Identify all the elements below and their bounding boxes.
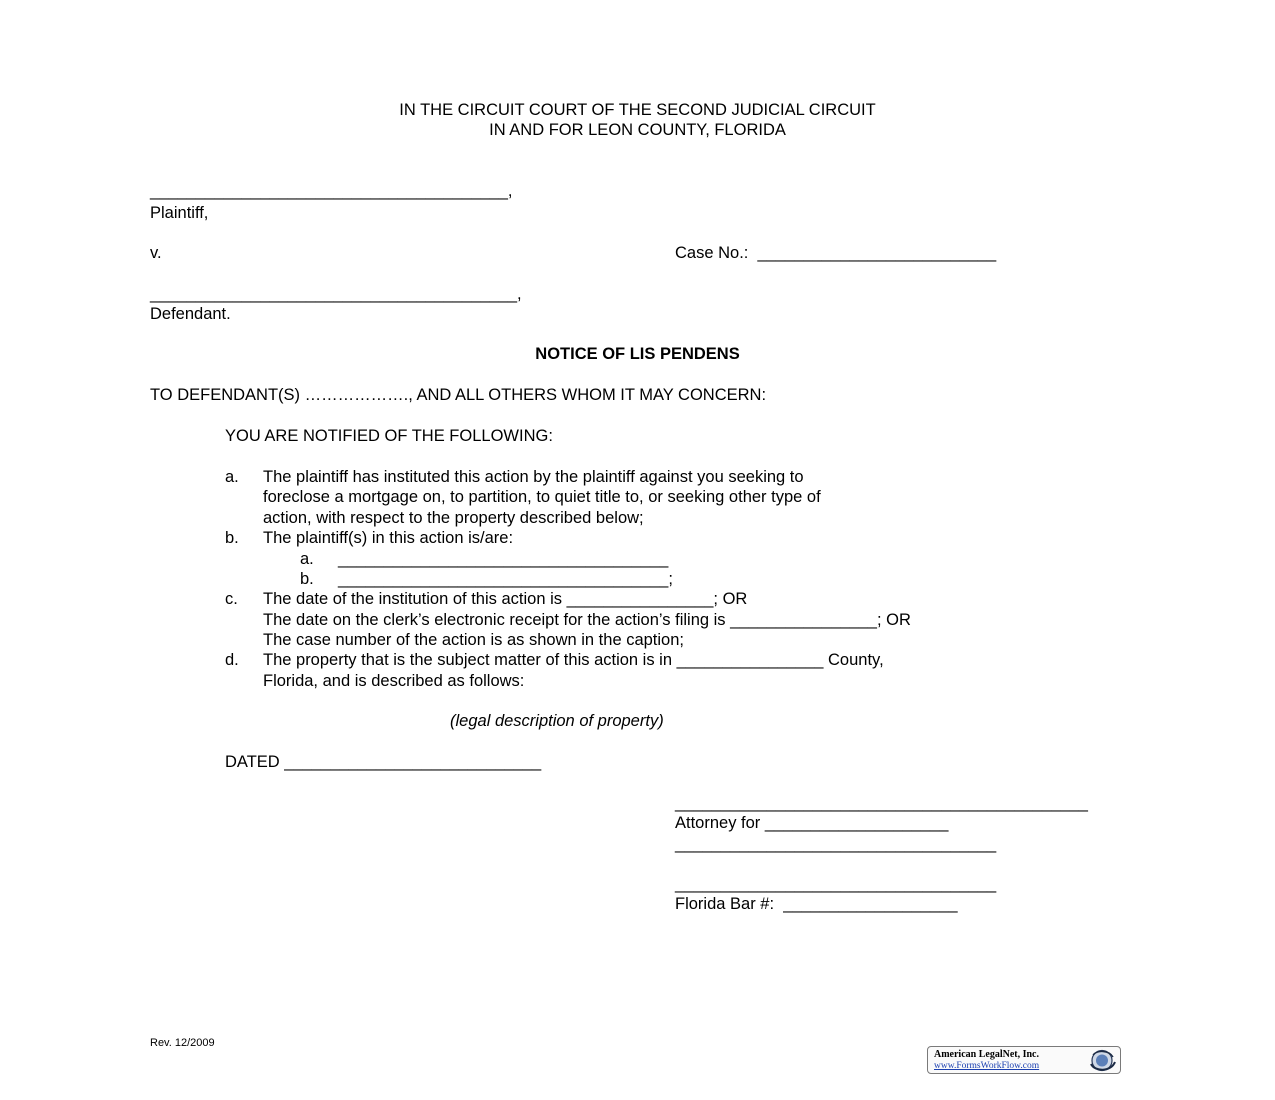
american-legalnet-logo (927, 1046, 1121, 1074)
plaintiff-sub-b-blank: ____________________________________; (338, 570, 673, 588)
item-a-line-3: action, with respect to the property described below; (263, 509, 644, 527)
address-blank-2: ___________________________________ (675, 875, 997, 893)
item-a-line-2: foreclose a mortgage on, to partition, to quiet title to, or seeking other type of (263, 488, 821, 506)
plaintiff-sub-a-blank: ____________________________________ (338, 550, 669, 568)
item-d-line-2: Florida, and is described as follows: (263, 672, 525, 690)
item-b-line: The plaintiff(s) in this action is/are: (263, 529, 514, 547)
item-b-marker: b. (225, 529, 239, 547)
dated-line: DATED ____________________________ (225, 753, 542, 771)
item-c-line-3: The case number of the action is as shown in the caption; (263, 631, 684, 649)
document-title: NOTICE OF LIS PENDENS (535, 345, 740, 363)
case-number-field: Case No.: __________________________ (675, 244, 997, 262)
salutation: TO DEFENDANT(S) ………………., AND ALL OTHERS WHOM IT MAY CONCERN: (150, 386, 767, 404)
item-c-line-1: The date of the institution of this action is ________________; OR (263, 590, 748, 608)
item-a-marker: a. (225, 468, 239, 486)
notified-heading: YOU ARE NOTIFIED OF THE FOLLOWING: (225, 427, 553, 445)
defendant-name-blank: ________________________________________, (150, 285, 522, 303)
address-blank-1: ___________________________________ (675, 835, 997, 853)
globe-swirl-icon (1085, 1048, 1119, 1073)
versus-label: v. (150, 244, 162, 262)
legal-description-placeholder: (legal description of property) (450, 712, 664, 730)
signature-line: _____________________________________________ (675, 794, 1088, 812)
item-a-line-1: The plaintiff has instituted this action by the plaintiff against you seeking to (263, 468, 804, 486)
revision-label: Rev. 12/2009 (150, 1037, 215, 1049)
plaintiff-label: Plaintiff, (150, 204, 209, 222)
plaintiff-sub-b-marker: b. (300, 570, 314, 588)
florida-bar-line: Florida Bar #: ___________________ (675, 895, 958, 913)
item-c-marker: c. (225, 590, 238, 608)
logo-website-link[interactable]: www.FormsWorkFlow.com (934, 1061, 1040, 1071)
defendant-label: Defendant. (150, 305, 231, 323)
attorney-for-line: Attorney for ____________________ (675, 814, 949, 832)
plaintiff-name-blank: _______________________________________, (150, 182, 513, 200)
logo-company-name: American LegalNet, Inc. (934, 1049, 1039, 1060)
item-d-marker: d. (225, 651, 239, 669)
court-header-line-2: IN AND FOR LEON COUNTY, FLORIDA (489, 121, 786, 139)
item-d-line-1: The property that is the subject matter of this action is in ________________ County, (263, 651, 884, 669)
plaintiff-sub-a-marker: a. (300, 550, 314, 568)
court-header-line-1: IN THE CIRCUIT COURT OF THE SECOND JUDICIAL CIRCUIT (399, 101, 876, 119)
item-c-line-2: The date on the clerk’s electronic receipt for the action’s filing is ________________; OR (263, 611, 911, 629)
